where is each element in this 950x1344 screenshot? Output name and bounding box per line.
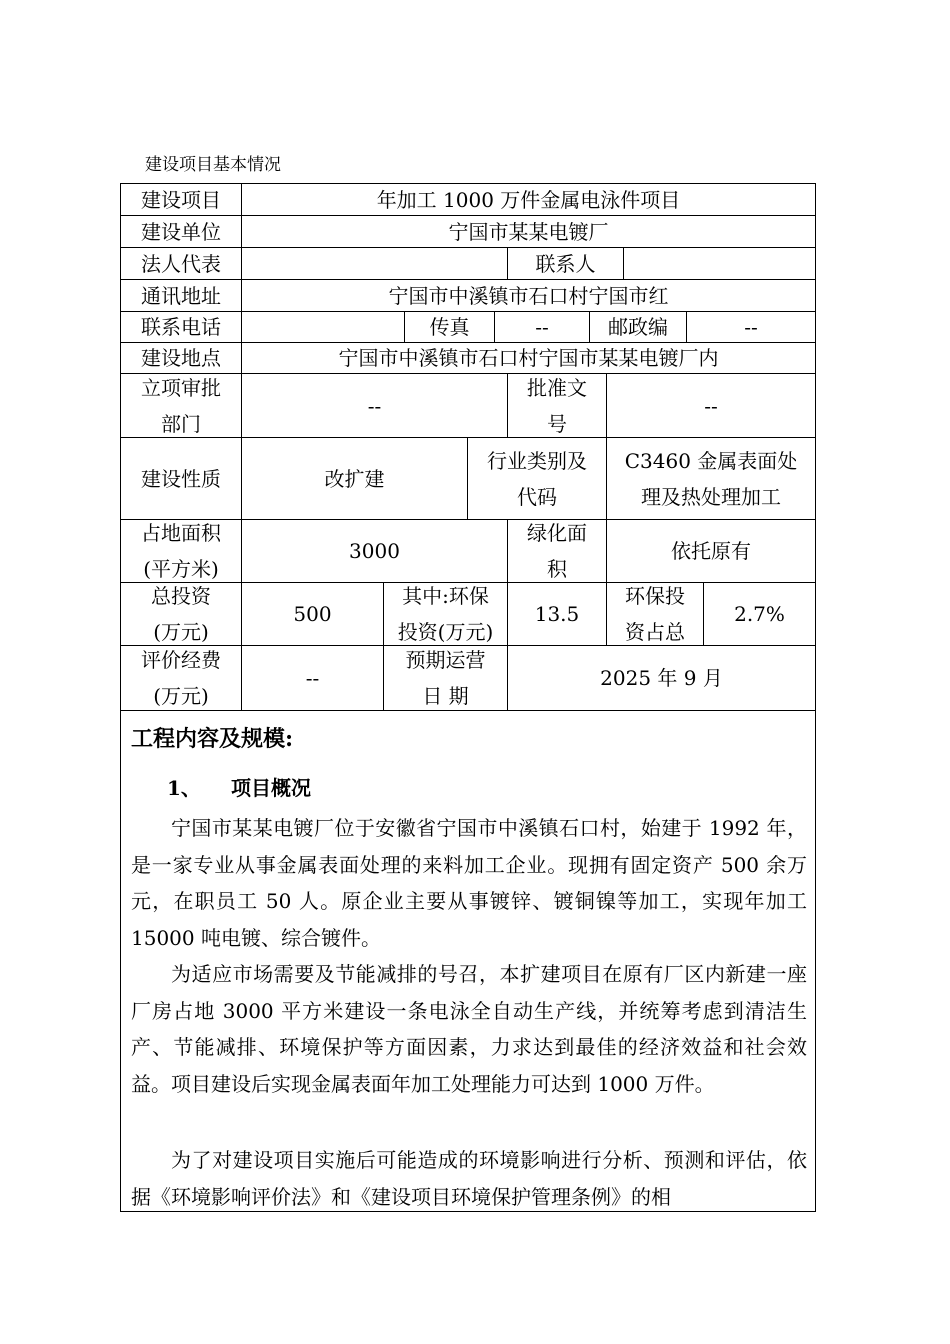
eval-cost-label: 评价经费 (万元) <box>121 646 242 710</box>
investment-value: 500 <box>242 583 384 646</box>
content-heading: 工程内容及规模: <box>131 726 294 752</box>
address-label: 通讯地址 <box>121 280 242 312</box>
unit-value: 宁国市某某电镀厂 <box>242 216 815 248</box>
approval-no-value: -- <box>607 374 815 438</box>
contact-value <box>624 248 815 280</box>
paragraph-assessment: 为了对建设项目实施后可能造成的环境影响进行分析、预测和评估，依据《环境影响评价法》和《建设项目环境保护管理条例》的相 <box>131 1148 807 1209</box>
postcode-label: 邮政编 <box>590 312 687 343</box>
site-value: 宁国市中溪镇市石口村宁国市某某电镀厂内 <box>242 343 815 374</box>
investment-label: 总投资 (万元) <box>121 583 242 646</box>
project-value: 年加工 1000 万件金属电泳件项目 <box>242 184 815 216</box>
project-label: 建设项目 <box>121 184 242 216</box>
postcode-value: -- <box>687 312 815 343</box>
contact-label: 联系人 <box>508 248 624 280</box>
unit-label: 建设单位 <box>121 216 242 248</box>
approval-dept-value: -- <box>242 374 508 438</box>
env-invest-label: 其中:环保 投资(万元) <box>384 583 508 646</box>
phone-label: 联系电话 <box>121 312 242 343</box>
fax-value: -- <box>495 312 590 343</box>
section-heading <box>167 772 311 801</box>
industry-label: 行业类别及 代码 <box>468 438 607 520</box>
legal-rep-label: 法人代表 <box>121 248 242 280</box>
legal-rep-value <box>242 248 508 280</box>
basic-info-table <box>120 183 816 711</box>
area-value: 3000 <box>242 520 508 583</box>
phone-value <box>242 312 405 343</box>
nature-label: 建设性质 <box>121 438 242 520</box>
env-ratio-value: 2.7% <box>704 583 815 646</box>
paragraph-overview: 宁国市某某电镀厂位于安徽省宁国市中溪镇石口村，始建于 1992 年，是一家专业从事金属表面处理的来料加工企业。现拥有固定资产 500 余万元，在职员工 50 人。原企业主要从事镀锌、镀铜镍等加工，实现年加工 15000 吨电镀、综合镀件。 <box>131 816 807 950</box>
approval-no-label: 批准文 号 <box>508 374 607 438</box>
operation-label: 预期运营 日 期 <box>384 646 508 710</box>
section-number: 1、 <box>167 776 201 800</box>
project-content-box <box>120 710 816 1212</box>
area-label: 占地面积 (平方米) <box>121 520 242 583</box>
nature-value: 改扩建 <box>242 438 468 520</box>
address-value: 宁国市中溪镇市石口村宁国市红 <box>242 280 815 312</box>
green-label: 绿化面 积 <box>508 520 607 583</box>
fax-label: 传真 <box>405 312 495 343</box>
env-ratio-label: 环保投 资占总 <box>607 583 704 646</box>
green-value: 依托原有 <box>607 520 815 583</box>
eval-cost-value: -- <box>242 646 384 710</box>
table-caption: 建设项目基本情况 <box>145 155 281 175</box>
section-title: 项目概况 <box>231 776 311 800</box>
industry-value: C3460 金属表面处 理及热处理加工 <box>607 438 815 520</box>
operation-value: 2025 年 9 月 <box>600 666 723 690</box>
site-label: 建设地点 <box>121 343 242 374</box>
env-invest-value: 13.5 <box>508 583 607 646</box>
paragraph-expansion: 为适应市场需要及节能减排的号召，本扩建项目在原有厂区内新建一座厂房占地 3000 平方米建设一条电泳全自动生产线，并统筹考虑到清洁生产、节能减排、环境保护等方面因素，力求达到最佳的经济效益和社会效益。项目建设后实现金属表面年加工处理能力可达到 1000 万件。 <box>131 962 807 1096</box>
approval-dept-label: 立项审批 部门 <box>121 374 242 438</box>
